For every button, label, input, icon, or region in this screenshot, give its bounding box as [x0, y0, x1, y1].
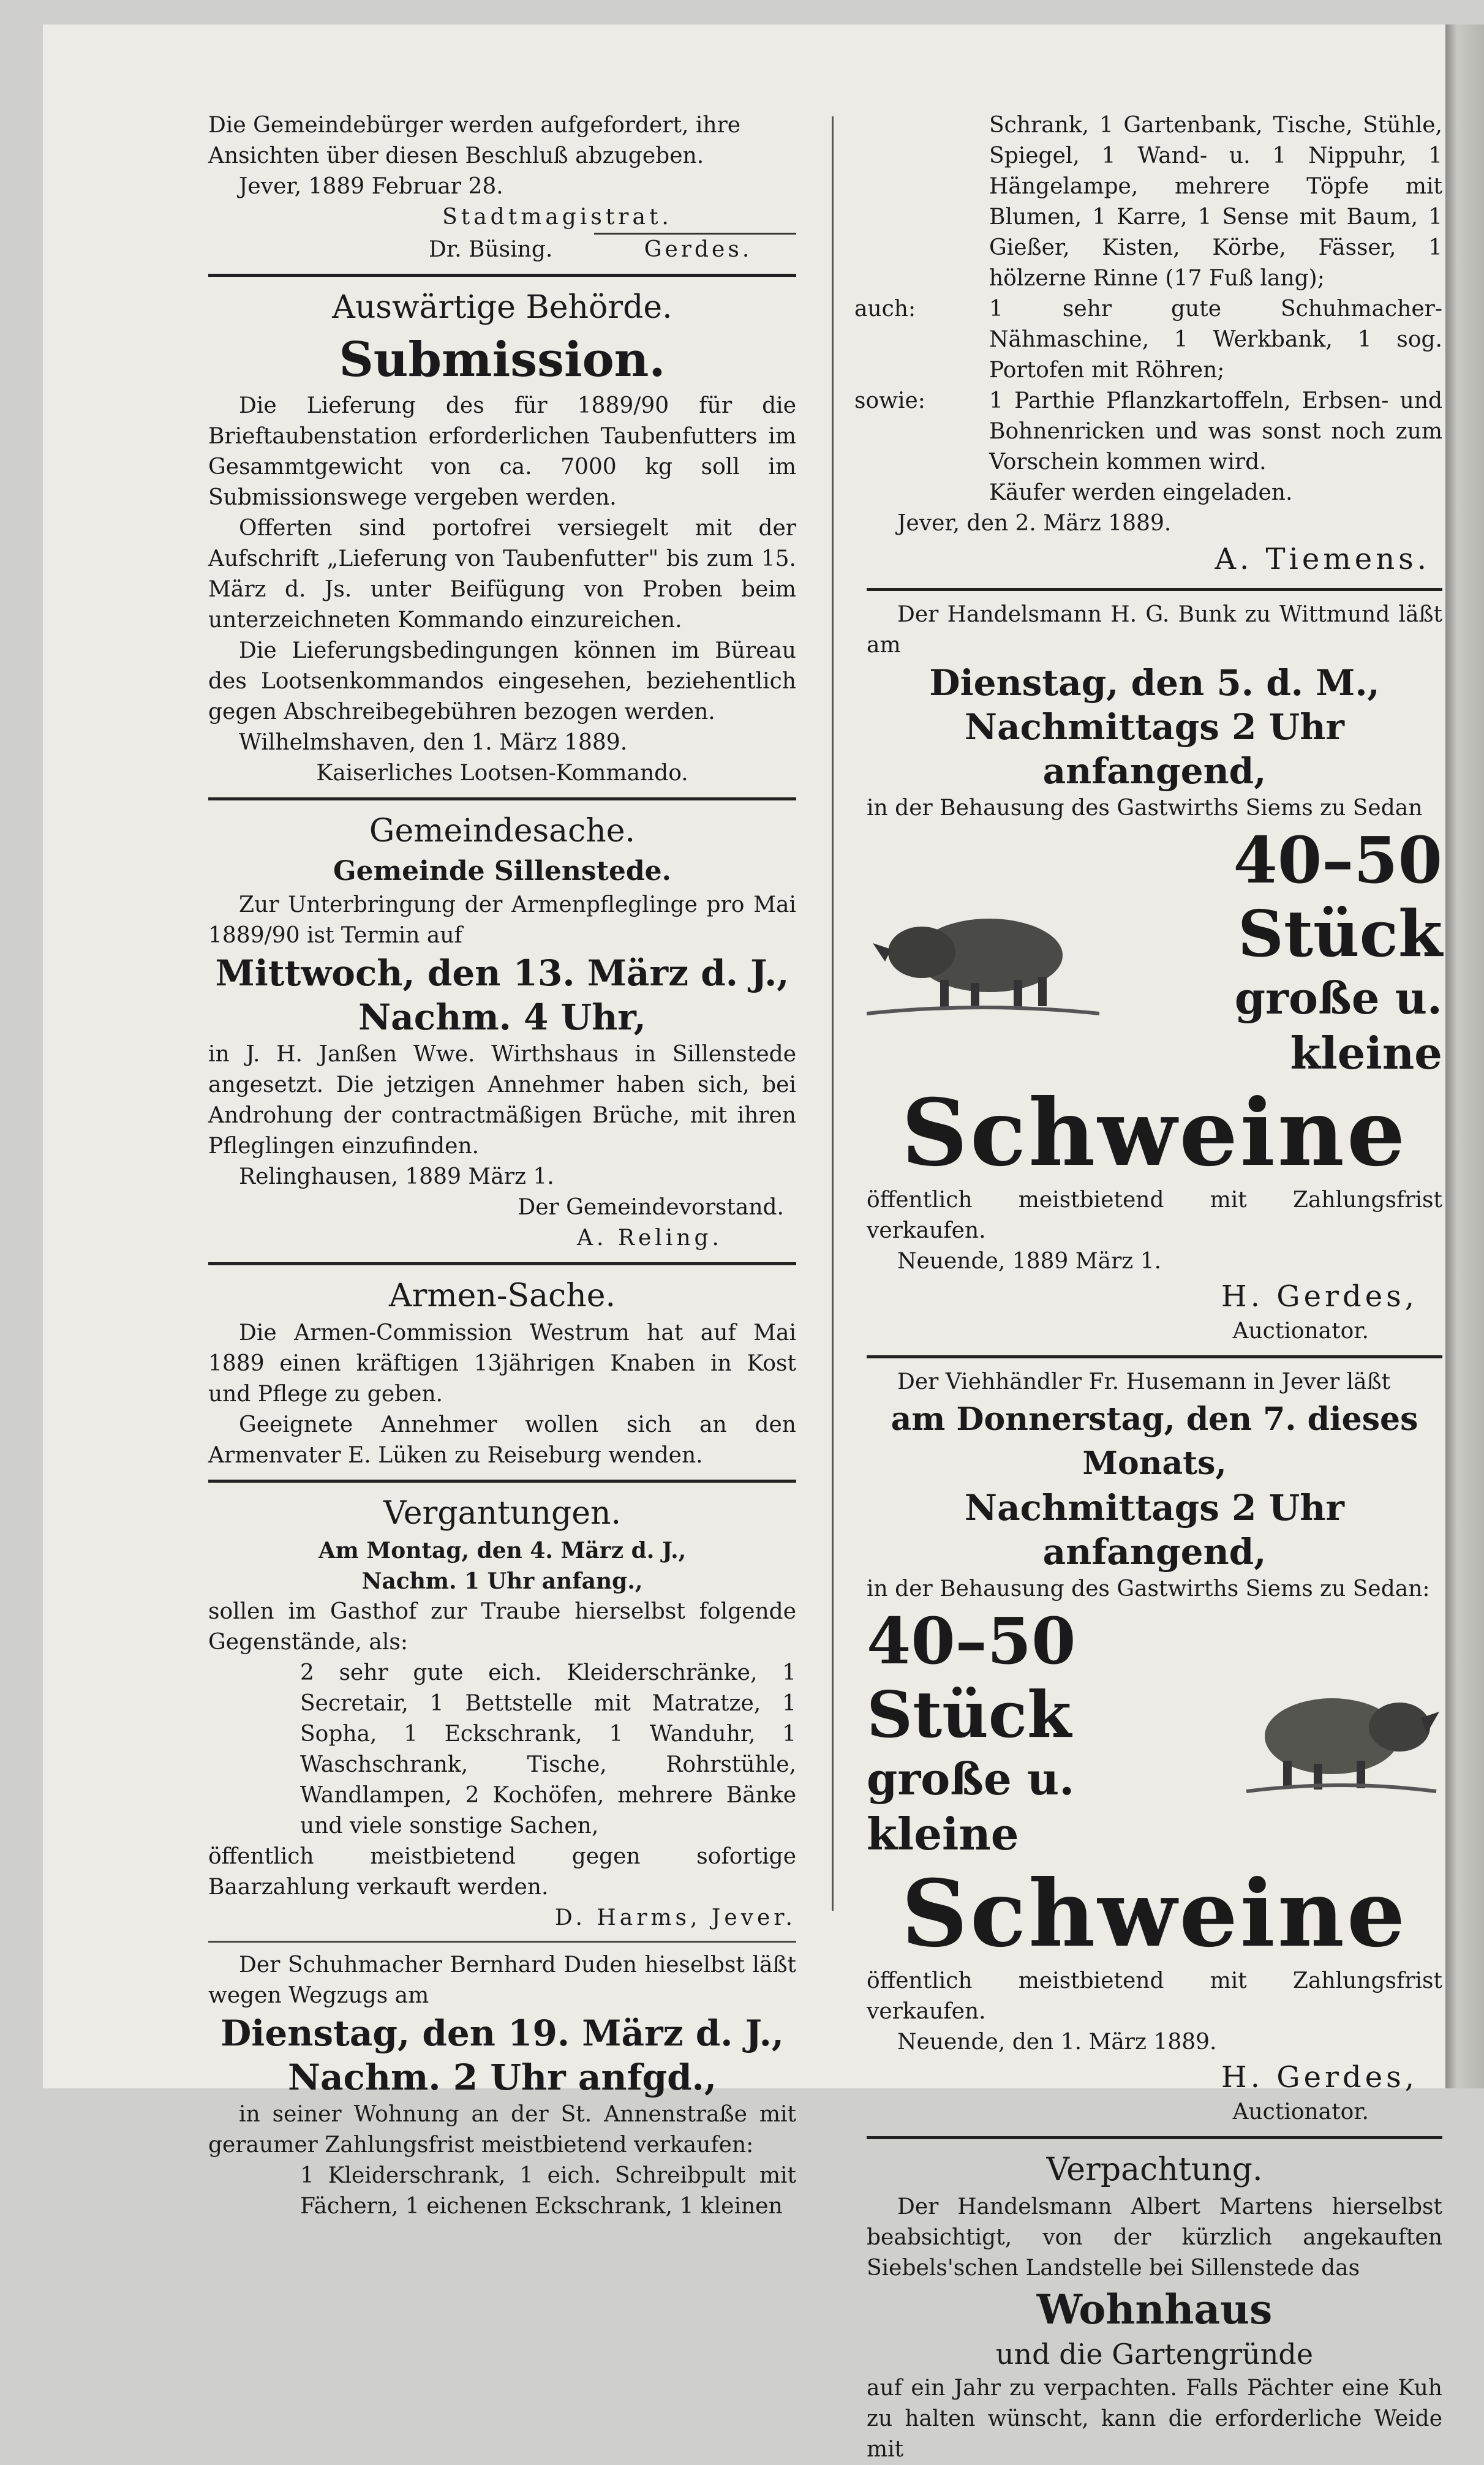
paragraph: in der Behausung des Gastwirths Siems zu Sedan — [867, 796, 1423, 821]
pig-animal: Schweine — [901, 1860, 1408, 1968]
item-list: 1 Kleiderschrank, 1 eich. Schreibpult mit Fächern, 1 eichenen Eckschrank, 1 kleinen — [300, 2163, 796, 2219]
left-column — [208, 110, 796, 2222]
intro-line: Ansichten über diesen Beschluß abzugeben. — [208, 143, 704, 168]
sowie-label: sowie: — [854, 388, 925, 413]
big-date: am Donnerstag, den 7. dieses Monats, — [891, 1401, 1418, 1482]
paragraph: auf ein Jahr zu verpachten. Falls Pächter eine Kuh zu halten wünscht, kann die erforderliche Weide mit — [867, 2376, 1442, 2462]
paragraph: Der Schuhmacher Bernhard Duden hieselbst läßt wegen Wegzugs am — [208, 1952, 796, 2008]
paragraph: in seiner Wohnung an der St. Annenstraße mit geraumer Zahlungsfrist meistbietend verkaufen: — [208, 2102, 796, 2158]
signature: Der Gemeindevorstand. — [518, 1195, 784, 1220]
section-heading: Auswärtige Behörde. — [332, 289, 672, 326]
big-gartengruende: und die Gartengründe — [995, 2338, 1314, 2371]
big-time: Nachm. 2 Uhr anfgd., — [287, 2057, 717, 2098]
right-column — [854, 110, 1442, 2465]
date-line: Relinghausen, 1889 März 1. — [239, 1164, 554, 1189]
signature: H. Gerdes, — [1221, 2060, 1418, 2094]
signature: Kaiserliches Lootsen-Kommando. — [316, 761, 688, 786]
intro-sig-1: Dr. Büsing. — [429, 237, 553, 262]
pig-illustration-icon — [1240, 1669, 1442, 1797]
section-rule — [208, 797, 796, 800]
pig-ad-row — [867, 1605, 1442, 1862]
section-rule — [208, 1941, 796, 1943]
paragraph: Der Handelsmann H. G. Bunk zu Wittmund läßt am — [867, 602, 1442, 658]
pig-count: 40–50 Stück — [867, 1603, 1076, 1752]
auch-text: 1 sehr gute Schuhmacher-Nähmaschine, 1 Werkbank, 1 sog. Portofen mit Röhren; — [989, 296, 1442, 383]
paragraph: Der Handelsmann Albert Martens hierselbst beabsichtigt, von der kürzlich angekauften Siebels'schen Landstelle bei Sillenstede das — [867, 2194, 1442, 2281]
section-heading: Armen-Sache. — [388, 1278, 616, 1314]
pig-ad-text — [1099, 824, 1442, 1081]
auch-label: auch: — [854, 296, 916, 322]
big-time: Nachmittags 2 Uhr anfangend, — [965, 706, 1344, 792]
section-rule — [867, 2136, 1442, 2139]
pig-illustration-icon — [867, 882, 1099, 1023]
buyers-invited: Käufer werden eingeladen. — [989, 480, 1293, 505]
sowie-line — [854, 386, 1442, 478]
item-list: 2 sehr gute eich. Kleiderschränke, 1 Secretair, 1 Bettstelle mit Matratze, 1 Sopha, 1 Eckschrank, 1 Wanduhr, 1 Waschschrank, Tische, Rohrstühle, Wandlampen, 2 Kochöfen, mehrere Bänke und viele sonstige Sachen, — [300, 1660, 796, 1838]
pig-animal: Schweine — [901, 1079, 1408, 1187]
pig-count: 40–50 Stück — [1233, 822, 1442, 971]
big-wohnhaus: Wohnhaus — [1036, 2286, 1273, 2333]
paragraph: öffentlich meistbietend mit Zahlungsfrist verkaufen. — [867, 1968, 1442, 2024]
section-rule — [208, 274, 796, 277]
signature: H. Gerdes, — [1221, 1279, 1418, 1314]
section-heading: Vergantungen. — [383, 1495, 622, 1532]
paragraph: Die Lieferung des für 1889/90 für die Brieftaubenstation erforderlichen Taubenfutters im Gesammtgewicht von ca. 7000 kg soll im Submissionswege vergeben werden. — [208, 393, 796, 510]
date-line: Neuende, 1889 März 1. — [897, 1249, 1162, 1274]
date-line: Wilhelmshaven, den 1. März 1889. — [239, 730, 628, 755]
big-date: Mittwoch, den 13. März d. J., — [215, 952, 789, 994]
intro-line: Die Gemeindebürger werden aufgefordert, ihre — [208, 113, 741, 138]
signature-role: Auctionator. — [1232, 1319, 1369, 1344]
bold-line: Am Montag, den 4. März d. J., — [318, 1538, 687, 1564]
date-line: Jever, den 2. März 1889. — [897, 511, 1172, 536]
intro-sig-2: Gerdes. — [594, 233, 796, 265]
signature: D. Harms, Jever. — [554, 1905, 796, 1930]
paragraph: Die Lieferungsbedingungen können im Büreau des Lootsenkommandos eingesehen, beziehentlich gegen Abschreibegebühren bezogen werden. — [208, 638, 796, 724]
paragraph: sollen im Gasthof zur Traube hierselbst folgende Gegenstände, als: — [208, 1599, 796, 1655]
sowie-text: 1 Parthie Pflanzkartoffeln, Erbsen- und Bohnenricken und was sonst noch zum Vorschein kommen wird. — [989, 388, 1442, 475]
signature: A. Tiemens. — [1215, 542, 1430, 576]
paragraph: in J. H. Janßen Wwe. Wirthshaus in Sillenstede angesetzt. Die jetzigen Annehmer haben sich, bei Androhung der contractmäßigen Brüche, mit ihren Pfleglingen einzufinden. — [208, 1042, 796, 1159]
column-divider — [832, 116, 834, 1911]
paragraph: öffentlich meistbietend gegen sofortige Baarzahlung verkauft werden. — [208, 1844, 796, 1900]
section-rule — [208, 1480, 796, 1483]
section-heading: Verpachtung. — [1046, 2151, 1263, 2188]
signature-role: Auctionator. — [1232, 2099, 1369, 2124]
section-rule — [208, 1262, 796, 1265]
paragraph: Geeignete Annehmer wollen sich an den Armenvater E. Lüken zu Reiseburg wenden. — [208, 1412, 796, 1468]
submission-title: Submission. — [339, 332, 666, 388]
paragraph: Zur Unterbringung der Armenpfleglinge pro Mai 1889/90 ist Termin auf — [208, 892, 796, 948]
paragraph: in der Behausung des Gastwirths Siems zu Sedan: — [867, 1576, 1430, 1601]
big-date: Dienstag, den 5. d. M., — [929, 662, 1380, 704]
paragraph: öffentlich meistbietend mit Zahlungsfrist verkaufen. — [867, 1187, 1442, 1243]
section-rule — [867, 1355, 1442, 1358]
big-time: Nachmittags 2 Uhr anfangend, — [965, 1487, 1344, 1573]
pig-kind: große u. kleine — [1234, 972, 1442, 1079]
item-list: Schrank, 1 Gartenbank, Tische, Stühle, Spiegel, 1 Wand- u. 1 Nippuhr, 1 Hängelampe, mehrere Töpfe mit Blumen, 1 Karre, 1 Sense mit Baum, 1 Gießer, Kisten, Körbe, Fässer, 1 hölzerne Rinne (17 Fuß lang); — [989, 113, 1442, 291]
pig-kind: große u. kleine — [867, 1753, 1075, 1860]
intro-signatures — [208, 233, 796, 265]
pig-ad-row — [867, 824, 1442, 1081]
bold-line: Nachm. 1 Uhr anfang., — [361, 1568, 643, 1594]
page-edge — [1445, 24, 1484, 2088]
big-date: Dienstag, den 19. März d. J., — [220, 2012, 784, 2054]
big-time: Nachm. 4 Uhr, — [358, 996, 646, 1038]
date-line: Neuende, den 1. März 1889. — [897, 2030, 1217, 2055]
section-rule — [867, 588, 1442, 591]
signature: A. Reling. — [577, 1225, 723, 1251]
paragraph: Der Viehhändler Fr. Husemann in Jever läßt — [897, 1369, 1391, 1394]
paragraph: Offerten sind portofrei versiegelt mit der Aufschrift „Lieferung von Taubenfutter" bis zum 15. März d. Js. unter Beifügung von Proben beim unterzeichneten Kommando einzureichen. — [208, 516, 796, 633]
paragraph: Die Armen-Commission Westrum hat auf Mai 1889 einen kräftigen 13jährigen Knaben in Kost und Pflege zu geben. — [208, 1320, 796, 1407]
intro-date: Jever, 1889 Februar 28. — [239, 174, 503, 199]
section-heading: Gemeindesache. — [369, 813, 636, 849]
pig-ad-text — [867, 1605, 1240, 1862]
subheading: Gemeinde Sillenstede. — [333, 856, 671, 887]
intro-org: Stadtmagistrat. — [442, 205, 672, 230]
auch-line — [854, 294, 1442, 386]
